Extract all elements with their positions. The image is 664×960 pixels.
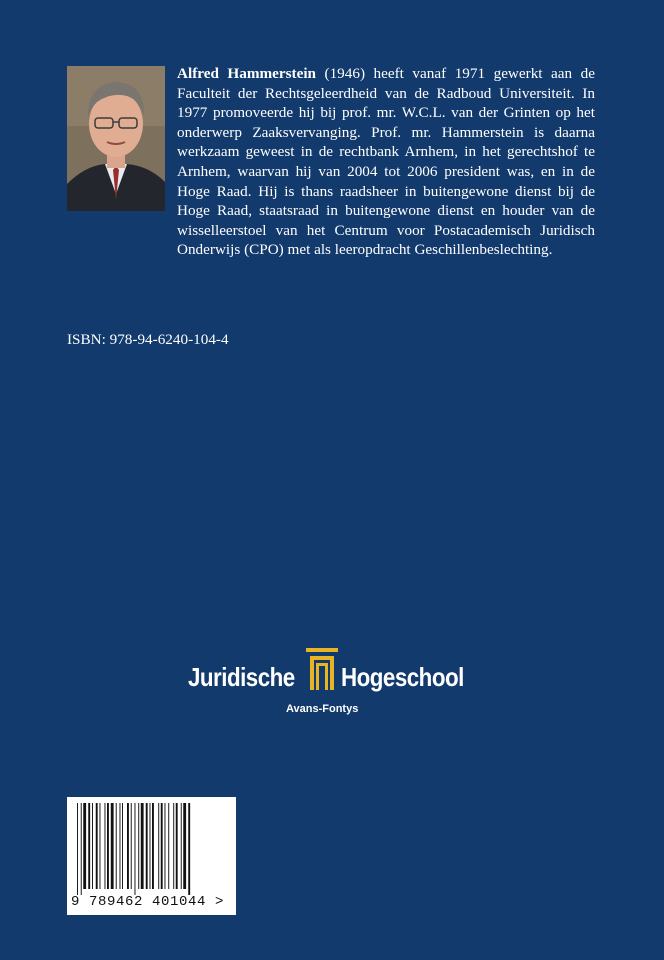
logo-subtitle: Avans-Fontys [286, 703, 359, 715]
barcode [67, 797, 236, 915]
logo-word-right: Hogeschool [341, 662, 464, 692]
isbn: ISBN: 978-94-6240-104-4 [67, 331, 229, 348]
author-bio-text: (1946) heeft vanaf 1971 gewerkt aan de Faculteit der Rechtsgeleerdheid van de Radboud Universiteit. In 1977 promoveerde hij bij prof. mr. W.C.L. van der Grinten op het onderwerp Zaaksvervanging. Prof. mr. Hammerstein is daarna werkzaam geweest in de rechtbank Arnhem, in het gerechtshof te Arnhem, waarvan hij van 2004 tot 2006 president was, en in de Hoge Raad. Hij is thans raadsheer in buitengewone dienst bij de Hoge Raad, staatsraad in buitengewone dienst en houder van de wisselleerstoel van het Centrum voor Postacademisch Juridisch Onderwijs (CPO) met als leeropdracht Geschillenbeslechting. [177, 65, 595, 259]
publisher-logo [188, 648, 478, 728]
logo-word-left: Juridische [188, 662, 295, 692]
barcode-digits: 9 789462 401044 > [71, 894, 225, 910]
author-name: Alfred Hammerstein [177, 65, 316, 82]
author-bio [177, 64, 595, 260]
logo-mark-icon [306, 648, 338, 692]
author-photo [67, 66, 165, 211]
author-portrait-image [67, 66, 165, 211]
